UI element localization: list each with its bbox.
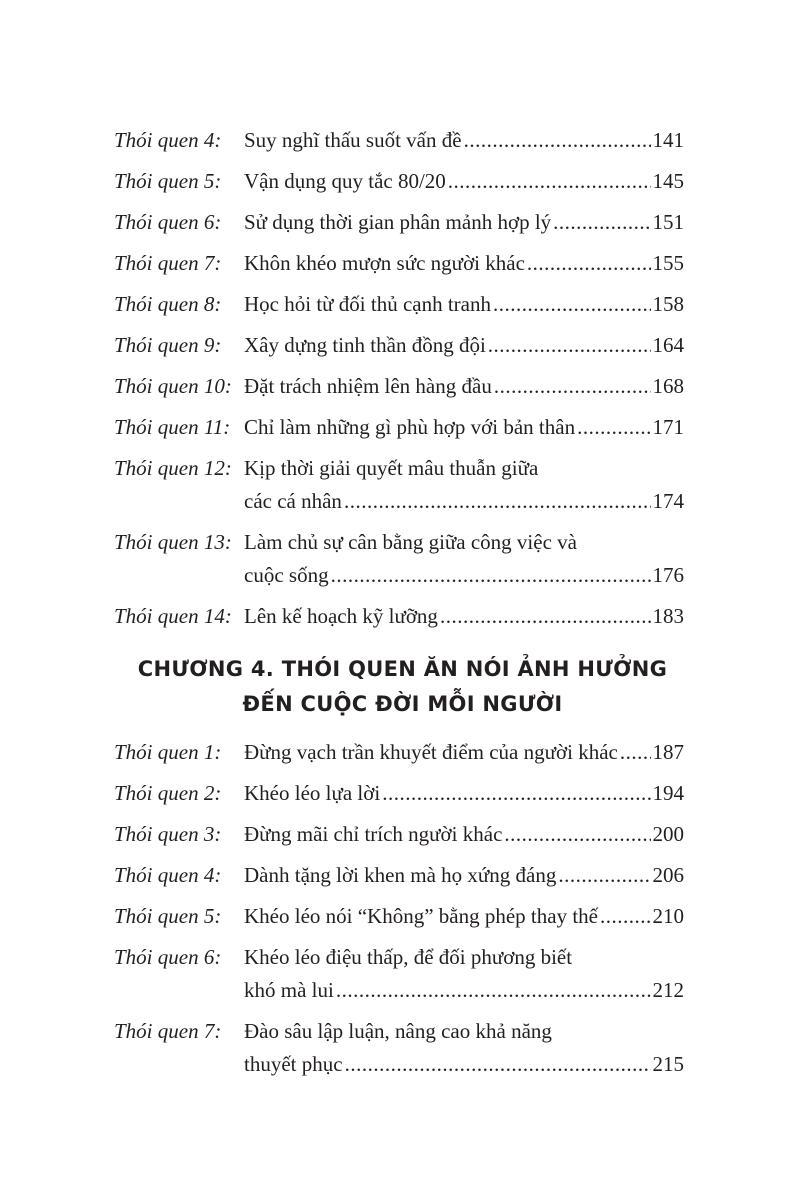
toc-entry-body — [244, 370, 684, 403]
toc-entry-title: Khéo léo nói “Không” bằng phép thay thế — [244, 904, 598, 928]
toc-entry[interactable] — [114, 1015, 684, 1081]
toc-entry[interactable] — [114, 818, 684, 851]
toc-entry-body — [244, 247, 684, 280]
toc-entry-line — [244, 329, 684, 362]
toc-page-number: 176 — [652, 563, 684, 587]
toc-page-number: 141 — [652, 128, 684, 152]
toc-entry-label: Thói quen 6: — [114, 945, 222, 969]
toc-leader-dots — [344, 485, 651, 518]
toc-leader-dots — [553, 206, 650, 239]
toc-entry-body — [244, 452, 684, 518]
toc-entry-title: Sử dụng thời gian phân mảnh hợp lý — [244, 210, 552, 234]
toc-entry-line — [244, 736, 684, 769]
toc-page-number: 206 — [652, 863, 684, 887]
toc-entry-label: Thói quen 10: — [114, 374, 232, 398]
toc-entry-body — [244, 165, 684, 198]
toc-section-chapter-3 — [114, 124, 684, 641]
toc-page-number: 212 — [652, 978, 684, 1002]
toc-entry-line — [244, 859, 684, 892]
toc-entry-title: Kịp thời giải quyết mâu thuẫn giữa — [244, 456, 539, 480]
toc-leader-dots — [345, 1048, 651, 1081]
toc-entry-label: Thói quen 13: — [114, 530, 232, 554]
toc-section-chapter-4 — [114, 736, 684, 1089]
toc-entry-title: Suy nghĩ thấu suốt vấn đề — [244, 128, 462, 152]
toc-entry-label: Thói quen 7: — [114, 251, 222, 275]
toc-entry-body — [244, 206, 684, 239]
toc-entry-title: Khôn khéo mượn sức người khác — [244, 251, 525, 275]
toc-entry-body — [244, 736, 684, 769]
chapter-4-heading — [60, 652, 745, 722]
toc-entry-title: cuộc sống — [244, 563, 329, 587]
toc-entry-line — [244, 206, 684, 239]
toc-page-number: 145 — [652, 169, 684, 193]
toc-entry-line — [244, 288, 684, 321]
toc-entry-line — [244, 485, 684, 518]
toc-leader-dots — [493, 288, 651, 321]
toc-entry-title: Vận dụng quy tắc 80/20 — [244, 169, 446, 193]
toc-page-number: 210 — [652, 904, 684, 928]
toc-page-number: 151 — [652, 210, 684, 234]
toc-entry-body — [244, 411, 684, 444]
toc-entry-label: Thói quen 4: — [114, 863, 222, 887]
toc-entry-body — [244, 941, 684, 1007]
toc-entry-body — [244, 777, 684, 810]
toc-entry[interactable] — [114, 777, 684, 810]
toc-page-number: 171 — [652, 415, 684, 439]
toc-entry-title: Xây dựng tinh thần đồng đội — [244, 333, 486, 357]
toc-leader-dots — [331, 559, 651, 592]
toc-entry-title: Học hỏi từ đối thủ cạnh tranh — [244, 292, 491, 316]
toc-entry-line — [244, 165, 684, 198]
toc-entry-label: Thói quen 8: — [114, 292, 222, 316]
toc-page-number: 174 — [652, 489, 684, 513]
toc-page-number: 183 — [652, 604, 684, 628]
toc-leader-dots — [558, 859, 650, 892]
toc-entry-label: Thói quen 4: — [114, 128, 222, 152]
toc-entry-title: Đào sâu lập luận, nâng cao khả năng — [244, 1019, 552, 1043]
toc-entry[interactable] — [114, 370, 684, 403]
toc-entry-body — [244, 900, 684, 933]
toc-entry-title: Khéo léo lựa lời — [244, 781, 381, 805]
toc-entry-label: Thói quen 1: — [114, 740, 222, 764]
toc-entry-label: Thói quen 9: — [114, 333, 222, 357]
toc-entry[interactable] — [114, 124, 684, 157]
toc-entry-body — [244, 124, 684, 157]
toc-entry-label: Thói quen 6: — [114, 210, 222, 234]
toc-entry-title: các cá nhân — [244, 489, 342, 513]
toc-entry-line — [244, 941, 684, 974]
toc-entry-line — [244, 370, 684, 403]
toc-page-number: 194 — [652, 781, 684, 805]
toc-entry-line — [244, 124, 684, 157]
toc-entry[interactable] — [114, 859, 684, 892]
toc-entry-body — [244, 1015, 684, 1081]
toc-entry-line — [244, 974, 684, 1007]
toc-leader-dots — [527, 247, 651, 280]
toc-entry-body — [244, 818, 684, 851]
toc-entry-line — [244, 1015, 684, 1048]
toc-entry[interactable] — [114, 941, 684, 1007]
toc-entry[interactable] — [114, 526, 684, 592]
toc-entry[interactable] — [114, 329, 684, 362]
toc-entry-label: Thói quen 3: — [114, 822, 222, 846]
toc-entry-line — [244, 1048, 684, 1081]
toc-entry-label: Thói quen 12: — [114, 456, 232, 480]
toc-page-number: 155 — [652, 251, 684, 275]
toc-entry-body — [244, 329, 684, 362]
toc-leader-dots — [464, 124, 651, 157]
toc-entry[interactable] — [114, 452, 684, 518]
toc-entry[interactable] — [114, 411, 684, 444]
toc-page-number: 187 — [652, 740, 684, 764]
toc-entry-title: Lên kế hoạch kỹ lưỡng — [244, 604, 438, 628]
toc-entry-title: Đừng vạch trần khuyết điểm của người khác — [244, 740, 618, 764]
toc-entry-line — [244, 411, 684, 444]
toc-entry-title: Đừng mãi chỉ trích người khác — [244, 822, 503, 846]
toc-entry[interactable] — [114, 736, 684, 769]
toc-entry-line — [244, 247, 684, 280]
toc-entry-body — [244, 859, 684, 892]
toc-leader-dots — [494, 370, 651, 403]
toc-entry[interactable] — [114, 900, 684, 933]
toc-entry-title: Đặt trách nhiệm lên hàng đầu — [244, 374, 492, 398]
toc-entry-label: Thói quen 5: — [114, 904, 222, 928]
toc-entry-line — [244, 452, 684, 485]
toc-leader-dots — [577, 411, 650, 444]
toc-entry-line — [244, 818, 684, 851]
toc-entry-label: Thói quen 11: — [114, 415, 231, 439]
toc-entry-line — [244, 559, 684, 592]
toc-leader-dots — [440, 600, 651, 633]
toc-entry-title: thuyết phục — [244, 1052, 343, 1076]
toc-entry-label: Thói quen 2: — [114, 781, 222, 805]
toc-page-number: 164 — [652, 333, 684, 357]
toc-entry[interactable] — [114, 288, 684, 321]
toc-entry-body — [244, 600, 684, 633]
toc-entry-title: Dành tặng lời khen mà họ xứng đáng — [244, 863, 557, 887]
toc-entry-label: Thói quen 7: — [114, 1019, 222, 1043]
toc-entry-title: Khéo léo điệu thấp, để đối phương biết — [244, 945, 573, 969]
toc-entry-line — [244, 900, 684, 933]
toc-entry-body — [244, 288, 684, 321]
toc-entry-line — [244, 777, 684, 810]
toc-leader-dots — [488, 329, 651, 362]
toc-leader-dots — [448, 165, 651, 198]
chapter-heading-line-2: ĐẾN CUỘC ĐỜI MỖI NGƯỜI — [242, 692, 563, 716]
toc-entry-line — [244, 526, 684, 559]
toc-leader-dots — [620, 736, 651, 769]
toc-entry-title: khó mà lui — [244, 978, 334, 1002]
toc-page-number: 200 — [652, 822, 684, 846]
toc-entry-label: Thói quen 14: — [114, 604, 232, 628]
toc-leader-dots — [336, 974, 651, 1007]
toc-entry[interactable] — [114, 600, 684, 633]
toc-page-number: 215 — [652, 1052, 684, 1076]
toc-entry-title: Làm chủ sự cân bằng giữa công việc và — [244, 530, 577, 554]
chapter-heading-line-1: CHƯƠNG 4. THÓI QUEN ĂN NÓI ẢNH HƯỞNG — [137, 657, 668, 681]
toc-entry-body — [244, 526, 684, 592]
toc-leader-dots — [600, 900, 651, 933]
toc-entry-title: Chỉ làm những gì phù hợp với bản thân — [244, 415, 576, 439]
toc-page-number: 158 — [652, 292, 684, 316]
toc-entry[interactable] — [114, 247, 684, 280]
toc-entry[interactable] — [114, 206, 684, 239]
toc-entry-label: Thói quen 5: — [114, 169, 222, 193]
toc-entry-line — [244, 600, 684, 633]
toc-leader-dots — [504, 818, 650, 851]
toc-entry[interactable] — [114, 165, 684, 198]
toc-page-number: 168 — [652, 374, 684, 398]
toc-leader-dots — [382, 777, 650, 810]
